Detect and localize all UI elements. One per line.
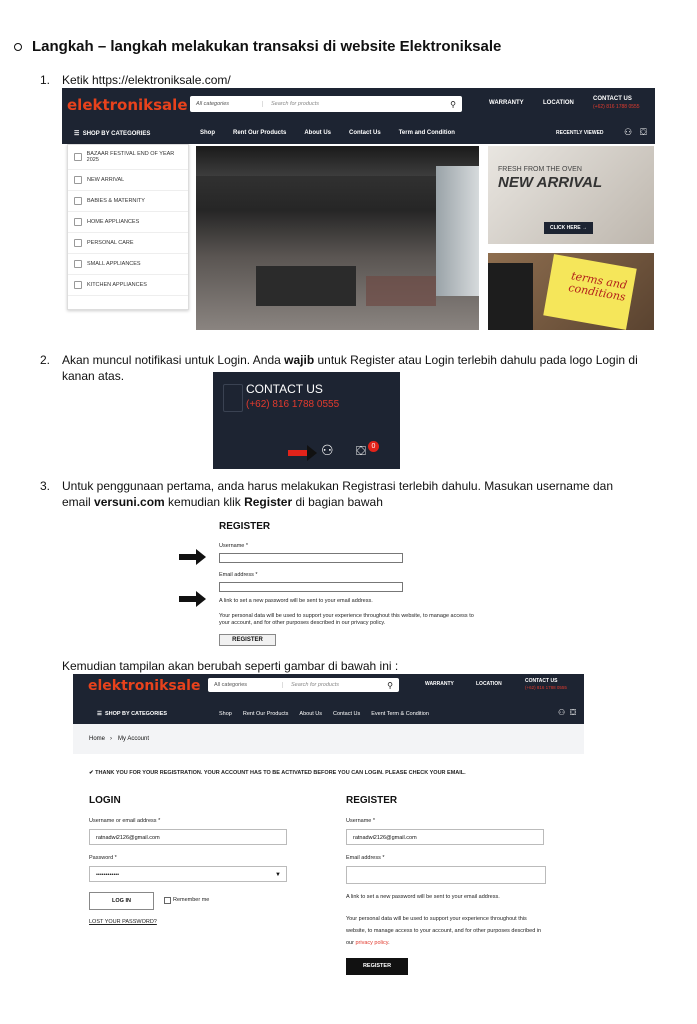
remember-me-checkbox[interactable]	[164, 897, 171, 904]
account-register-link-note: A link to set a new password will be sent to your email address.	[346, 894, 500, 900]
search-bar[interactable]	[190, 96, 462, 112]
category-icon	[74, 176, 82, 184]
cart-icon[interactable]: ⛋	[570, 708, 577, 717]
location-link[interactable]: LOCATION	[543, 100, 574, 106]
shop-by-categories-label: SHOP BY CATEGORIES	[82, 130, 151, 137]
nav-about[interactable]: About Us	[304, 130, 332, 136]
keyboard	[488, 263, 533, 330]
nav-about[interactable]: About Us	[299, 711, 323, 717]
category-item[interactable]	[68, 191, 188, 212]
user-login-icon[interactable]: ⚇	[321, 442, 334, 458]
register-privacy-text: Your personal data will be used to support your experience throughout this website, to manage access to your account, and for other purposes described in our privacy policy.	[219, 613, 474, 626]
login-button[interactable]: LOG IN	[89, 892, 154, 910]
step-3-text	[62, 478, 682, 510]
step-2-text-b: untuk Register atau Login terlebih dahulu pada logo Login di	[314, 353, 638, 367]
step-2-text-c: kanan atas.	[62, 369, 125, 383]
step-number: 1.	[40, 73, 51, 87]
recently-viewed[interactable]: RECENTLY VIEWED	[556, 130, 604, 136]
document-heading	[14, 38, 501, 55]
shop-by-categories[interactable]: ☰ SHOP BY CATEGORIES	[74, 130, 151, 137]
hero-kitchen-image[interactable]	[196, 146, 479, 330]
breadcrumb-current: My Account	[118, 736, 150, 742]
category-icon	[74, 153, 82, 161]
main-nav	[219, 711, 429, 717]
nav-contact[interactable]: Contact Us	[349, 130, 381, 136]
category-item[interactable]	[68, 145, 188, 170]
category-select[interactable]: All categories	[190, 101, 263, 107]
breadcrumb-home[interactable]: Home	[89, 736, 106, 742]
register-email-label: Email address *	[219, 572, 258, 578]
window	[436, 166, 479, 296]
register-link-note: A link to set a new password will be sent to your email address.	[219, 598, 373, 604]
privacy-line-3: our	[346, 940, 356, 946]
site-logo[interactable]: elektroniksale	[88, 678, 201, 694]
nav-rent[interactable]: Rent Our Products	[233, 130, 287, 136]
account-register-username-label: Username *	[346, 818, 376, 824]
account-register-email-label: Email address *	[346, 855, 385, 861]
privacy-line-2: website, to manage access to your account, and for other purposes described in	[346, 928, 542, 934]
nav-shop[interactable]: Shop	[219, 711, 232, 717]
phone-icon	[223, 384, 243, 412]
nav-shop[interactable]: Shop	[200, 130, 215, 136]
category-item[interactable]	[68, 275, 188, 296]
password-mask: ••••••••••••	[96, 872, 120, 878]
promo-terms[interactable]	[488, 253, 654, 330]
contact-us-title[interactable]: CONTACT US	[246, 382, 323, 396]
category-label: PERSONAL CARE	[87, 240, 134, 246]
contact-us-phone: (+62) 816 1788 0555	[246, 399, 340, 410]
cart-icon[interactable]: ⛋	[356, 443, 366, 458]
login-title: LOGIN	[89, 795, 121, 806]
category-icon	[74, 260, 82, 268]
account-register-username-input[interactable]: ratnadwi2126@gmail.com	[346, 829, 544, 845]
search-icon[interactable]: ⚲	[387, 680, 393, 690]
step-number: 3.	[40, 479, 51, 493]
shop-by-categories[interactable]: ☰ SHOP BY CATEGORIES	[97, 711, 168, 717]
user-icon[interactable]: ⚇	[558, 708, 566, 717]
kitchen-island	[256, 266, 356, 306]
privacy-line-end: .	[388, 940, 390, 946]
cart-icon[interactable]: ⛋	[640, 127, 647, 137]
step-3-text-c: di bagian bawah	[292, 495, 383, 509]
search-bar[interactable]	[208, 678, 399, 692]
heading-text: Langkah – langkah melakukan transaksi di website Elektroniksale	[32, 38, 502, 55]
step-3-text-b: kemudian klik	[164, 495, 245, 509]
cart-badge: 0	[368, 441, 379, 452]
account-page-header	[73, 674, 584, 724]
step-3-bold-domain: versuni.com	[94, 495, 165, 509]
dropdown-arrow-icon[interactable]: ▼	[275, 872, 281, 878]
register-username-label: Username *	[219, 543, 249, 549]
step-3-line-1: Untuk penggunaan pertama, anda harus melakukan Registrasi terlebih dahulu. Masukan username dan	[62, 479, 614, 493]
step-3-bold-register: Register	[244, 495, 293, 509]
category-item[interactable]	[68, 254, 188, 275]
login-username-input[interactable]: ratnadwi2126@gmail.com	[89, 829, 287, 845]
step-2-bold: wajib	[284, 353, 315, 367]
promo-fresh-text: FRESH FROM THE OVEN	[498, 166, 582, 173]
remember-me-label: Remember me	[173, 897, 210, 903]
main-nav	[200, 130, 455, 136]
terms-note-text: terms and conditions	[567, 269, 629, 304]
step-1-text: Ketik https://elektroniksale.com/	[62, 73, 231, 87]
login-icon-screenshot	[213, 372, 400, 469]
step-3-text-a: email	[62, 495, 95, 509]
step-2-text-a: Akan muncul notifikasi untuk Login. Anda	[62, 353, 285, 367]
nav-event-terms[interactable]: Event Term & Condition	[371, 711, 429, 717]
breadcrumb-separator: ›	[110, 736, 112, 742]
register-button[interactable]: REGISTER	[219, 634, 276, 646]
contact-label[interactable]: CONTACT US	[593, 96, 632, 102]
login-password-input[interactable]	[89, 866, 287, 882]
category-label: SMALL APPLIANCES	[87, 261, 141, 267]
nav-rent[interactable]: Rent Our Products	[242, 711, 289, 717]
search-input[interactable]: Search for products	[271, 101, 319, 107]
search-input[interactable]: Search for products	[291, 682, 339, 688]
account-register-button[interactable]: REGISTER	[346, 958, 408, 975]
category-item[interactable]	[68, 212, 188, 233]
nav-terms[interactable]: Term and Condition	[398, 130, 455, 136]
login-username-label: Username or email address *	[89, 818, 161, 824]
promo-new-text: NEW ARRIVAL	[498, 174, 603, 191]
location-link[interactable]: LOCATION	[476, 681, 502, 687]
promo-new-arrival[interactable]	[488, 146, 654, 244]
warranty-link[interactable]: WARRANTY	[425, 681, 454, 687]
privacy-policy-link[interactable]: privacy policy	[355, 940, 389, 946]
category-select[interactable]: All categories	[208, 682, 283, 688]
homepage-screenshot-header	[62, 88, 655, 144]
account-register-privacy	[346, 913, 584, 949]
login-password-label: Password *	[89, 855, 117, 861]
register-username-input[interactable]	[219, 553, 403, 563]
category-item[interactable]	[68, 233, 188, 254]
red-arrow-icon	[288, 450, 308, 456]
warranty-link[interactable]: WARRANTY	[489, 100, 524, 106]
category-label: NEW ARRIVAL	[87, 177, 125, 183]
breadcrumb	[73, 724, 584, 754]
category-item[interactable]	[68, 170, 188, 191]
step-number: 2.	[40, 353, 51, 367]
category-label: KITCHEN APPLIANCES	[87, 282, 147, 288]
promo-click-button[interactable]: CLICK HERE →	[544, 222, 593, 234]
account-register-title: REGISTER	[346, 795, 398, 806]
contact-phone: (+62) 816 1788 0555	[525, 685, 567, 690]
category-icon	[74, 218, 82, 226]
category-label: HOME APPLIANCES	[87, 219, 140, 225]
registration-notice: ✔ THANK YOU FOR YOUR REGISTRATION. YOUR ACCOUNT HAS TO BE ACTIVATED BEFORE YOU CAN LOGIN. PLEASE CHECK YOUR EMAIL.	[89, 770, 466, 776]
category-menu	[67, 144, 189, 310]
category-label: BABIES & MATERNITY	[87, 198, 145, 204]
category-icon	[74, 281, 82, 289]
user-icon[interactable]: ⚇	[624, 127, 633, 137]
arrow-right-icon	[179, 554, 197, 560]
register-email-input[interactable]	[219, 582, 403, 592]
category-icon	[74, 197, 82, 205]
site-logo[interactable]: elektroniksale	[67, 96, 188, 114]
contact-label[interactable]: CONTACT US	[525, 678, 558, 684]
lost-password-link[interactable]: LOST YOUR PASSWORD?	[89, 919, 157, 925]
category-icon	[74, 239, 82, 247]
privacy-line-1: Your personal data will be used to support your experience throughout this	[346, 916, 527, 922]
register-form-title: REGISTER	[219, 521, 271, 532]
search-icon[interactable]: ⚲	[450, 99, 456, 109]
rug	[366, 276, 436, 306]
category-label: BAZAAR FESTIVAL END OF YEAR 2025	[86, 151, 175, 163]
bullet-icon	[14, 43, 22, 51]
nav-contact[interactable]: Contact Us	[333, 711, 361, 717]
contact-phone: (+62) 816 1788 0555	[593, 104, 640, 110]
after-register-text: Kemudian tampilan akan berubah seperti gambar di bawah ini :	[62, 659, 399, 673]
arrow-right-icon	[179, 596, 197, 602]
shop-by-categories-label: SHOP BY CATEGORIES	[105, 711, 168, 717]
account-register-email-input[interactable]	[346, 866, 546, 884]
